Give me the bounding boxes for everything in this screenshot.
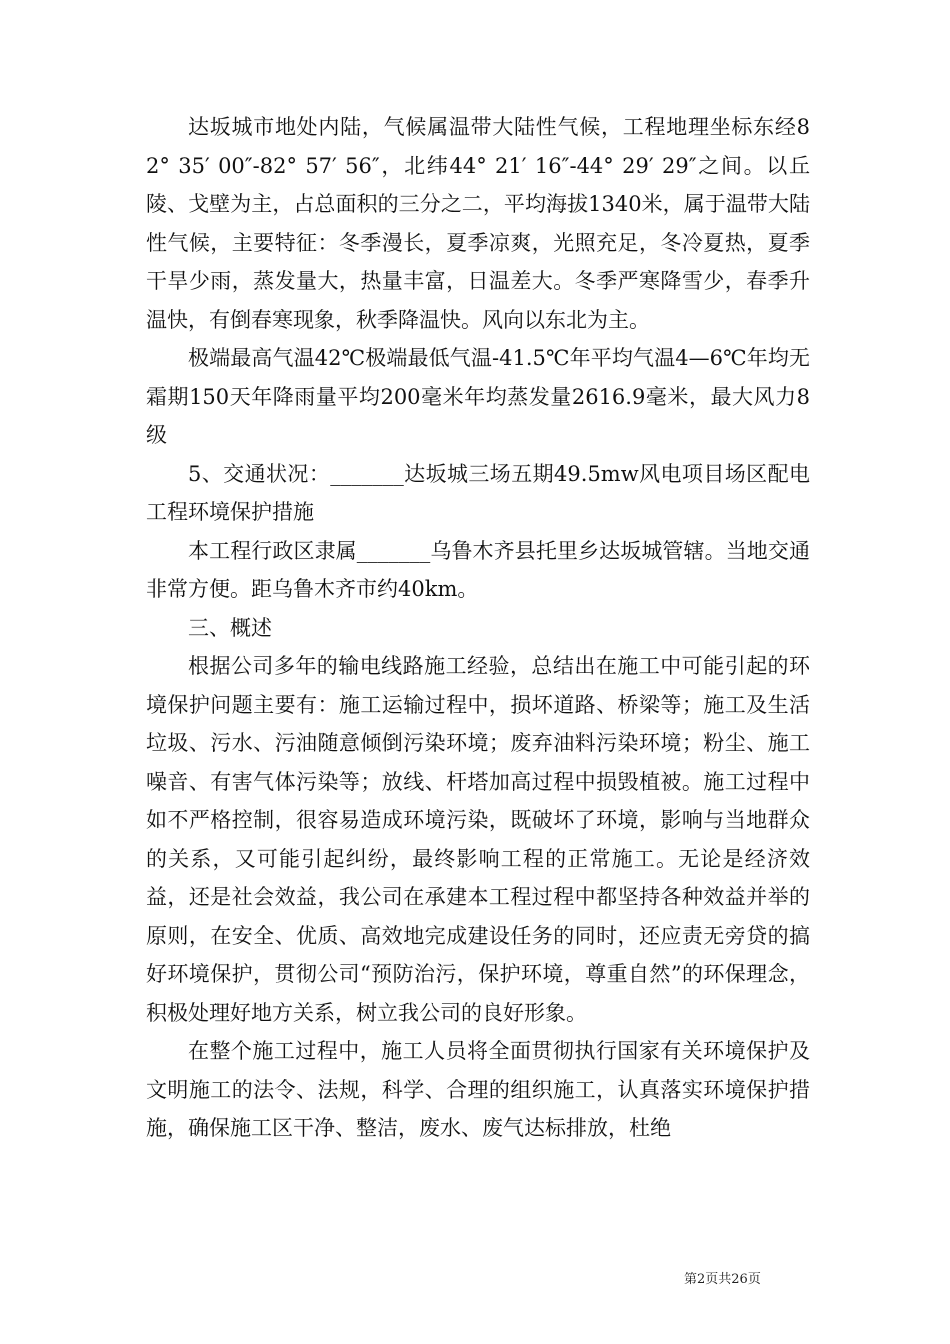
section-heading-overview: 三、概述 (188, 615, 272, 640)
paragraph-admin: 本工程行政区隶属_______乌鲁木齐县托里乡达坂城管辖。当地交通非常方便。距乌鲁木齐市约40km。 (146, 538, 810, 601)
document-body (146, 108, 810, 1148)
paragraph-traffic-heading: 5、交通状况：_______达坂城三场五期49.5mw风电项目场区配电工程环境保护措施 (146, 461, 810, 524)
paragraph-climate: 达坂城市地处内陆，气候属温带大陆性气候，工程地理坐标东经82° 35′ 00″-82° 57′ 56″，北纬44° 21′ 16″-44° 29′ 29″之间。以丘陵、戈壁为主，占总面积的三分之二，平均海拔1340米，属于温带大陆性气候，主要特征：冬季漫长，夏季凉爽，光照充足，冬冷夏热，夏季干旱少雨，蒸发量大，热量丰富，日温差大。冬季严寒降雪少，春季升温快，有倒春寒现象，秋季降温快。风向以东北为主。 (146, 115, 810, 332)
paragraph-construction: 在整个施工过程中，施工人员将全面贯彻执行国家有关环境保护及文明施工的法令、法规，科学、合理的组织施工，认真落实环境保护措施，确保施工区干净、整洁，废水、废气达标排放，杜绝 (146, 1039, 810, 1140)
paragraph-overview: 根据公司多年的输电线路施工经验，总结出在施工中可能引起的环境保护问题主要有：施工运输过程中，损坏道路、桥梁等；施工及生活垃圾、污水、污油随意倾倒污染环境；废弃油料污染环境；粉尘、施工噪音、有害气体污染等；放线、杆塔加高过程中损毁植被。施工过程中如不严格控制，很容易造成环境污染，既破坏了环境，影响与当地群众的关系，又可能引起纠纷，最终影响工程的正常施工。无论是经济效益，还是社会效益，我公司在承建本工程过程中都坚持各种效益并举的原则，在安全、优质、高效地完成建设任务的同时，还应责无旁贷的搞好环境保护，贯彻公司“预防治污，保护环境，尊重自然”的环保理念，积极处理好地方关系，树立我公司的良好形象。 (146, 654, 810, 1025)
page-number: 第2页共26页 (684, 1272, 761, 1287)
paragraph-temperature: 极端最高气温42℃极端最低气温-41.5℃年平均气温4—6℃年均无霜期150天年降雨量平均200毫米年均蒸发量2616.9毫米，最大风力8级 (146, 346, 810, 447)
